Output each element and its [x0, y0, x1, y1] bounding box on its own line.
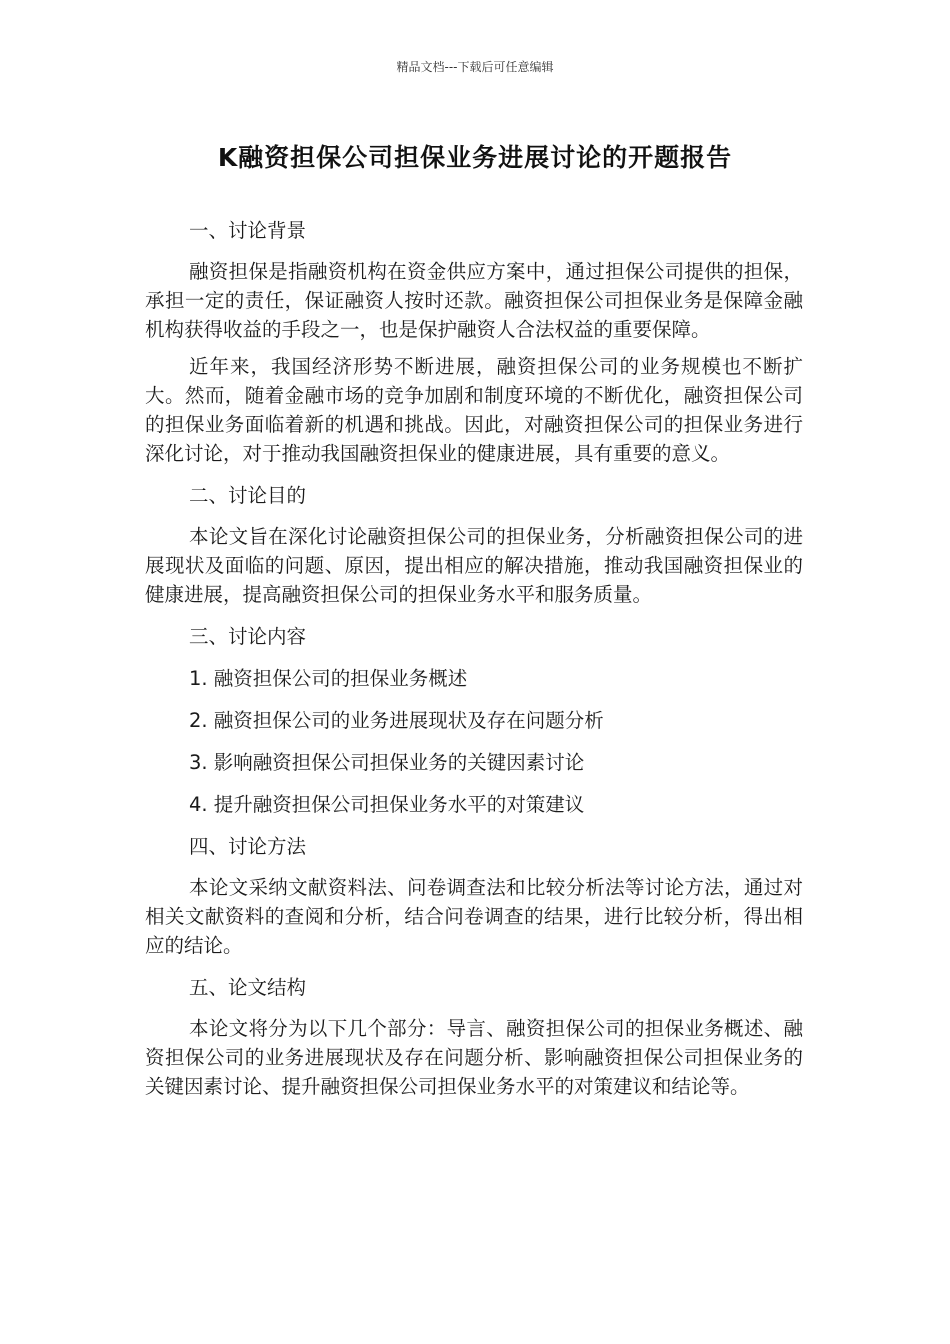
method-paragraph: 本论文采纳文献资料法、问卷调查法和比较分析法等讨论方法，通过对相关文献资料的查阅和分析，结合问卷调查的结果，进行比较分析，得出相应的结论。	[145, 876, 803, 957]
purpose-paragraph: 本论文旨在深化讨论融资担保公司的担保业务，分析融资担保公司的进展现状及面临的问题、原因，提出相应的解决措施，推动我国融资担保业的健康进展，提高融资担保公司的担保业务水平和服务质量。	[145, 525, 803, 606]
content-list-item: 3. 影响融资担保公司担保业务的关键因素讨论	[189, 751, 585, 774]
content-list-item: 4. 提升融资担保公司担保业务水平的对策建议	[189, 793, 585, 816]
background-paragraph-2: 近年来，我国经济形势不断进展，融资担保公司的业务规模也不断扩大。然而，随着金融市场的竞争加剧和制度环境的不断优化，融资担保公司的担保业务面临着新的机遇和挑战。因此，对融资担保公司的担保业务进行深化讨论，对于推动我国融资担保业的健康进展，具有重要的意义。	[145, 355, 803, 465]
header-note: 精品文档---下载后可任意编辑	[396, 60, 554, 74]
section-heading-structure: 五、论文结构	[189, 976, 307, 999]
document-title: K融资担保公司担保业务进展讨论的开题报告	[217, 143, 733, 172]
document-body	[145, 216, 803, 1101]
section-heading-purpose: 二、讨论目的	[189, 484, 307, 507]
section-heading-content: 三、讨论内容	[189, 625, 307, 648]
section-heading-background: 一、讨论背景	[189, 219, 307, 242]
structure-paragraph: 本论文将分为以下几个部分：导言、融资担保公司的担保业务概述、融资担保公司的业务进展现状及存在问题分析、影响融资担保公司担保业务的关键因素讨论、提升融资担保公司担保业务水平的对策建议和结论等。	[145, 1017, 803, 1098]
content-list-item: 2. 融资担保公司的业务进展现状及存在问题分析	[189, 709, 604, 732]
content-list-item: 1. 融资担保公司的担保业务概述	[189, 667, 468, 690]
background-paragraph-1: 融资担保是指融资机构在资金供应方案中，通过担保公司提供的担保，承担一定的责任，保证融资人按时还款。融资担保公司担保业务是保障金融机构获得收益的手段之一，也是保护融资人合法权益的重要保障。	[145, 260, 803, 341]
section-heading-method: 四、讨论方法	[189, 835, 307, 858]
